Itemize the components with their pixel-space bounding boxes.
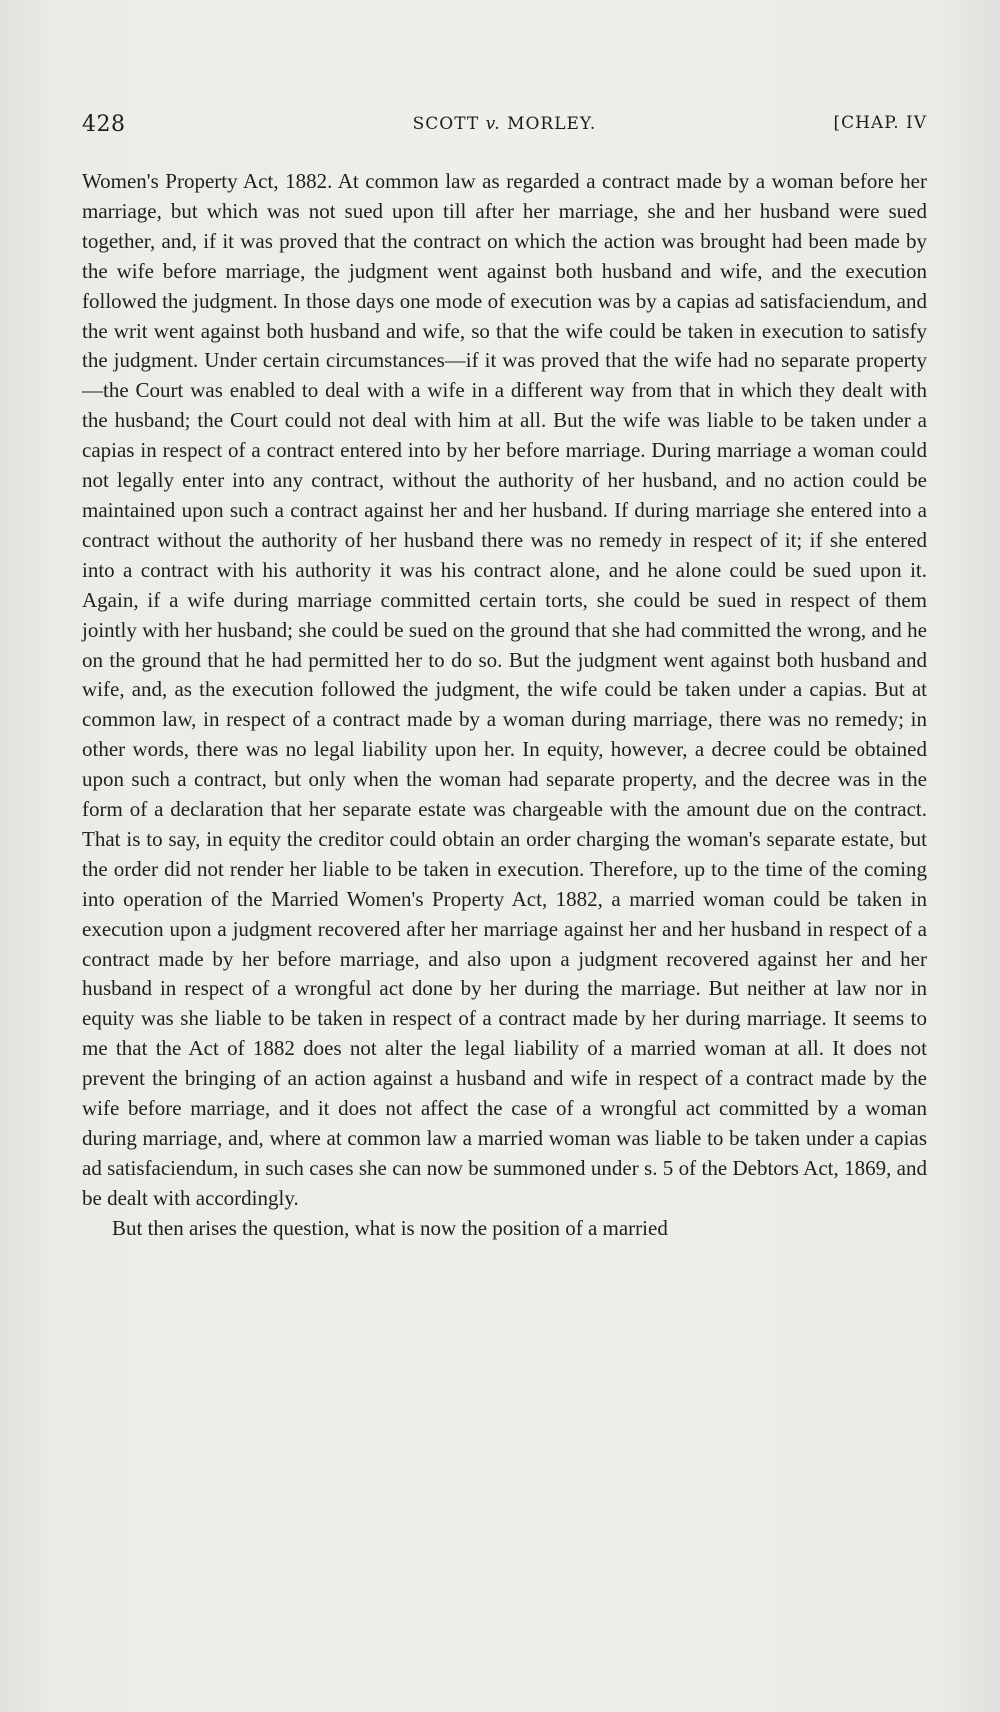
chapter-label: [CHAP. IV [833, 113, 927, 133]
running-title-party: MORLEY. [507, 114, 597, 134]
paragraph-2: But then arises the question, what is now the position of a married [112, 1215, 668, 1240]
page-number: 428 [82, 112, 126, 137]
paragraph-1: Women's Property Act, 1882. At common law as regarded a contract made by a woman before her marriage, but which was not sued upon till after her marriage, she and her husband were sued together, and, if it was proved that the contract on which the action was brought had been made by the wife before marriage, the judgment went against both husband and wife, and the execution followed the judgment. In those days one mode of execution was by a capias ad satisfaciendum, and the writ went against both husband and wife, so that the wife could be taken in execution to satisfy the judgment. Under certain circumstances—if it was proved that the wife had no separate property—the Court was enabled to deal with a wife in a different way from that in which they dealt with the husband; the Court could not deal with him at all. But the wife was liable to be taken under a capias in respect of a contract entered into by her before marriage. During marriage a woman could not legally enter into any contract, without the authority of her husband, and no action could be maintained upon such a contract against her and her husband. If during marriage she entered into a contract without the authority of her husband there was no remedy in respect of it; if she entered into a contract with his authority it was his contract alone, and he alone could be sued upon it. Again, if a wife during marriage committed certain torts, she could be sued in respect of them jointly with her husband; she could be sued on the ground that she had committed the wrong, and he on the ground that he had permitted her to do so. But the judgment went against both husband and wife, and, as the execution followed the judgment, the wife could be taken under a capias. But at common law, in respect of a contract made by a woman during marriage, there was no remedy; in other words, there was no legal liability upon her. In equity, however, a decree could be obtained upon such a contract, but only when the woman had separate property, and the decree was in the form of a declaration that her separate estate was chargeable with the amount due on the contract. That is to say, in equity the creditor could obtain an order charging the woman's separate estate, but the order did not render her liable to be taken in execution. Therefore, up to the time of the coming into operation of the Married Women's Property Act, 1882, a married woman could be taken in execution upon a judgment recovered after her marriage against her and her husband in respect of a contract made by her before marriage, and also upon a judgment recovered against her and her husband in respect of a wrongful act done by her during the marriage. But neither at law nor in equity was she liable to be taken in respect of a contract made by her during marriage. It seems to me that the Act of 1882 does not alter the legal liability of a married woman at all. It does not prevent the bringing of an action against a husband and wife in respect of a contract made by the wife before marriage, and it does not affect the case of a wrongful act committed by a woman during marriage, and, where at common law a married woman was liable to be taken under a capias ad satisfaciendum, in such cases she can now be summoned under s. 5 of the Debtors Act, 1869, and be dealt with accordingly. [82, 169, 927, 1210]
body-text [82, 167, 927, 1244]
page-header [82, 112, 927, 144]
running-title-case: SCOTT [412, 114, 480, 134]
running-title-versus: v. [485, 114, 501, 134]
running-title [82, 114, 927, 134]
